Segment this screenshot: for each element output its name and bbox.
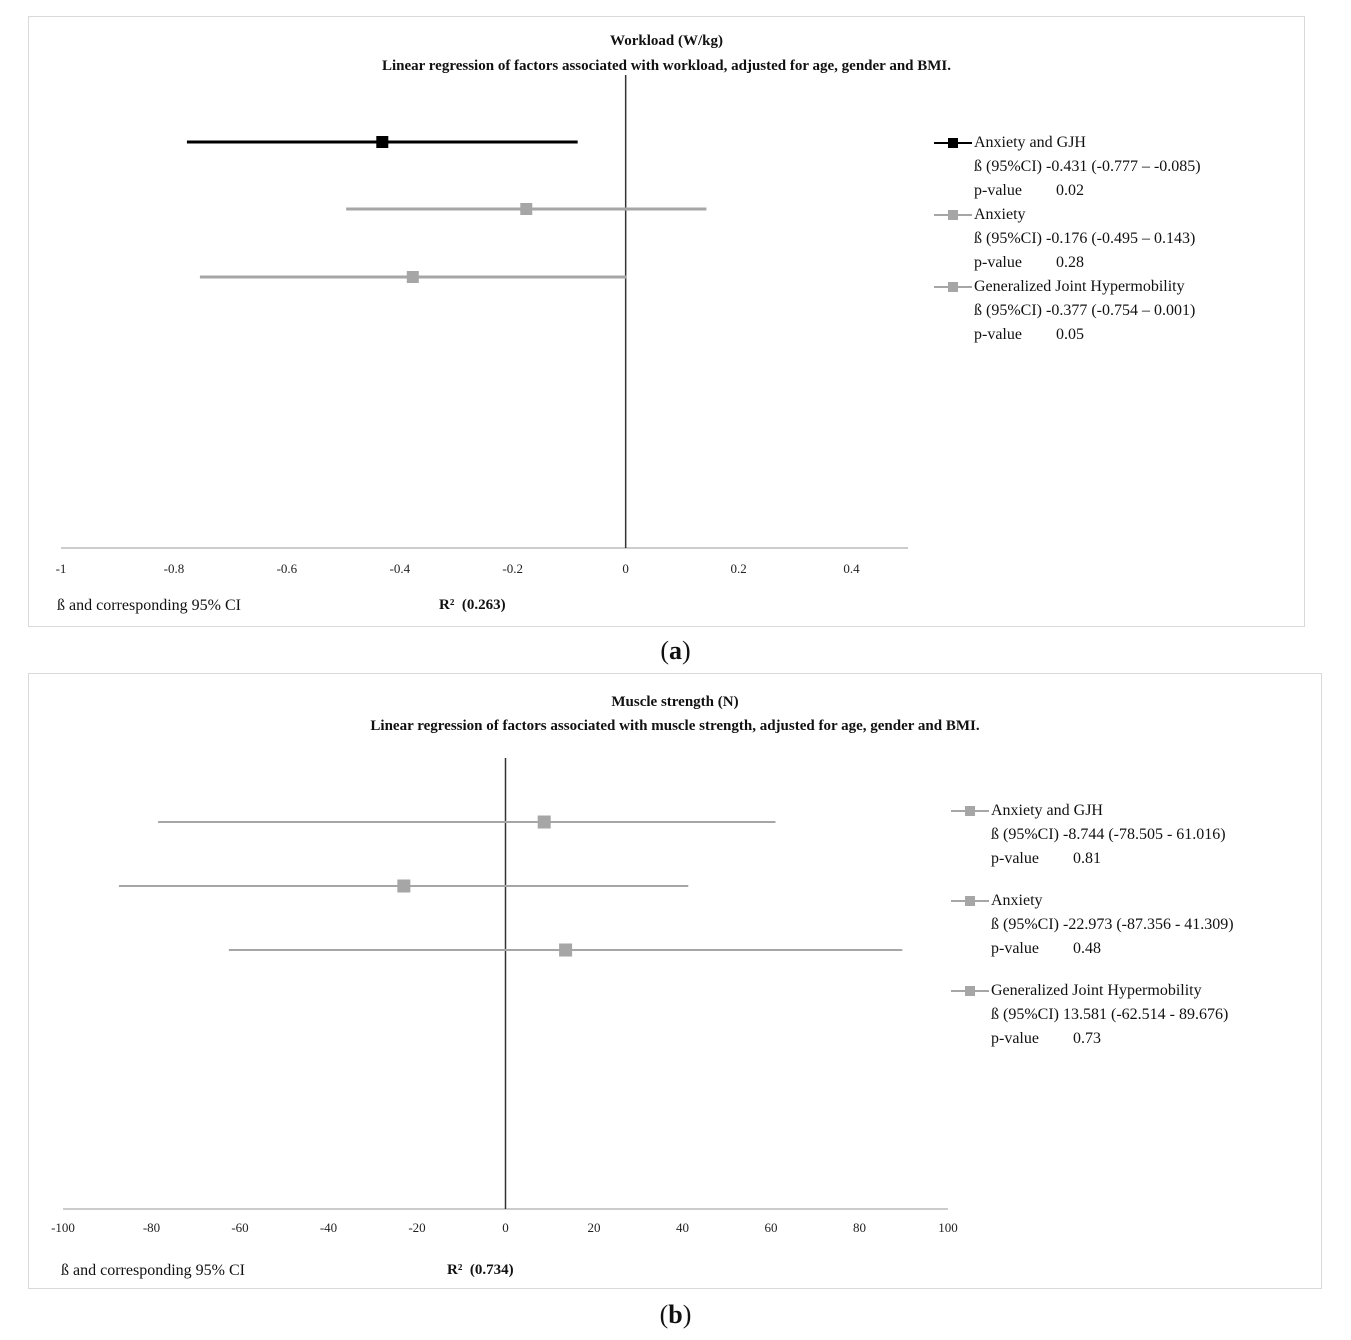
p-value: 0.81 [1073, 850, 1101, 867]
legend-stat: ß (95%CI) -0.431 (-0.777 – -0.085) [974, 158, 1201, 175]
x-tick-label: -0.6 [276, 561, 298, 576]
p-value-label: p-value [974, 254, 1022, 271]
legend-series-name: Generalized Joint Hypermobility [974, 278, 1185, 295]
x-tick-label: -0.2 [502, 561, 524, 576]
r-squared-label: R² [439, 597, 455, 613]
p-value-label: p-value [991, 940, 1039, 957]
p-value-label: p-value [974, 326, 1022, 343]
x-tick-label: 0.4 [843, 561, 860, 576]
legend-swatch-icon [951, 896, 989, 906]
x-tick-label: 60 [764, 1220, 778, 1235]
legend [951, 799, 1234, 1051]
legend-entry [934, 131, 1201, 203]
x-tick-label: 100 [938, 1220, 958, 1235]
x-tick-label: -60 [231, 1220, 249, 1235]
r-squared-value: (0.734) [469, 1262, 514, 1278]
legend-entry [951, 799, 1234, 871]
panel-label-b: (b) [659, 1300, 692, 1329]
p-value-label: p-value [974, 182, 1022, 199]
p-value-label: p-value [991, 1030, 1039, 1047]
legend-entry [934, 275, 1201, 347]
p-value: 0.48 [1073, 940, 1101, 957]
panel-label-a: (a) [660, 636, 691, 665]
x-tick-label: 40 [676, 1220, 689, 1235]
legend-series-name: Anxiety [974, 206, 1026, 223]
legend-stat: ß (95%CI) 13.581 (-62.514 - 89.676) [991, 1006, 1229, 1023]
legend-swatch-icon [951, 806, 989, 816]
legend-entry [951, 889, 1234, 961]
legend [934, 131, 1201, 347]
r-squared [447, 1262, 514, 1279]
x-tick-label: -20 [408, 1220, 426, 1235]
chart-subtitle: Linear regression of factors associated with workload, adjusted for age, gender and BMI. [381, 58, 952, 74]
r-squared [439, 597, 506, 614]
forest-plot-workload [28, 16, 1305, 627]
p-value: 0.02 [1056, 182, 1084, 199]
x-tick-label: -1 [55, 561, 67, 576]
p-value: 0.28 [1056, 254, 1084, 271]
x-axis-label: ß and corresponding 95% CI [61, 1262, 245, 1279]
legend-swatch-icon [951, 986, 989, 996]
estimate-marker [407, 271, 419, 283]
p-value: 0.05 [1056, 326, 1084, 343]
x-tick-label: -100 [51, 1220, 75, 1235]
legend-series-name: Anxiety [991, 892, 1043, 909]
legend-entry [951, 979, 1234, 1051]
legend-entry [934, 203, 1201, 275]
x-tick-label: -0.4 [389, 561, 411, 576]
legend-series-name: Generalized Joint Hypermobility [991, 982, 1202, 999]
legend-swatch-icon [934, 210, 972, 220]
legend-stat: ß (95%CI) -0.377 (-0.754 – 0.001) [974, 302, 1196, 319]
forest-plot-muscle-strength [28, 673, 1322, 1289]
r-squared-label: R² [447, 1262, 463, 1278]
legend-series-name: Anxiety and GJH [974, 134, 1086, 151]
x-tick-label: 80 [853, 1220, 866, 1235]
legend-stat: ß (95%CI) -0.176 (-0.495 – 0.143) [974, 230, 1196, 247]
legend-series-name: Anxiety and GJH [991, 802, 1103, 819]
x-tick-label: -40 [319, 1220, 338, 1235]
x-tick-label: -80 [142, 1220, 161, 1235]
x-tick-label: 0 [502, 1220, 509, 1235]
chart-title: Workload (W/kg) [610, 33, 723, 49]
estimate-marker [397, 880, 410, 893]
estimate-marker [559, 944, 572, 957]
estimate-marker [520, 203, 532, 215]
estimate-marker [538, 816, 551, 829]
x-tick-label: 0.2 [730, 561, 747, 576]
legend-stat: ß (95%CI) -8.744 (-78.505 - 61.016) [991, 826, 1226, 843]
x-tick-label: 20 [587, 1220, 601, 1235]
x-tick-label: 0 [622, 561, 629, 576]
legend-swatch-icon [934, 282, 972, 292]
legend-swatch-icon [934, 138, 972, 148]
legend-stat: ß (95%CI) -22.973 (-87.356 - 41.309) [991, 916, 1234, 933]
chart-subtitle: Linear regression of factors associated with muscle strength, adjusted for age, gender and BMI. [370, 718, 980, 734]
estimate-marker [376, 136, 388, 148]
p-value: 0.73 [1073, 1030, 1101, 1047]
x-tick-label: -0.8 [163, 561, 185, 576]
r-squared-value: (0.263) [461, 597, 506, 613]
p-value-label: p-value [991, 850, 1039, 867]
chart-title: Muscle strength (N) [611, 694, 739, 710]
x-axis-label: ß and corresponding 95% CI [57, 597, 241, 614]
